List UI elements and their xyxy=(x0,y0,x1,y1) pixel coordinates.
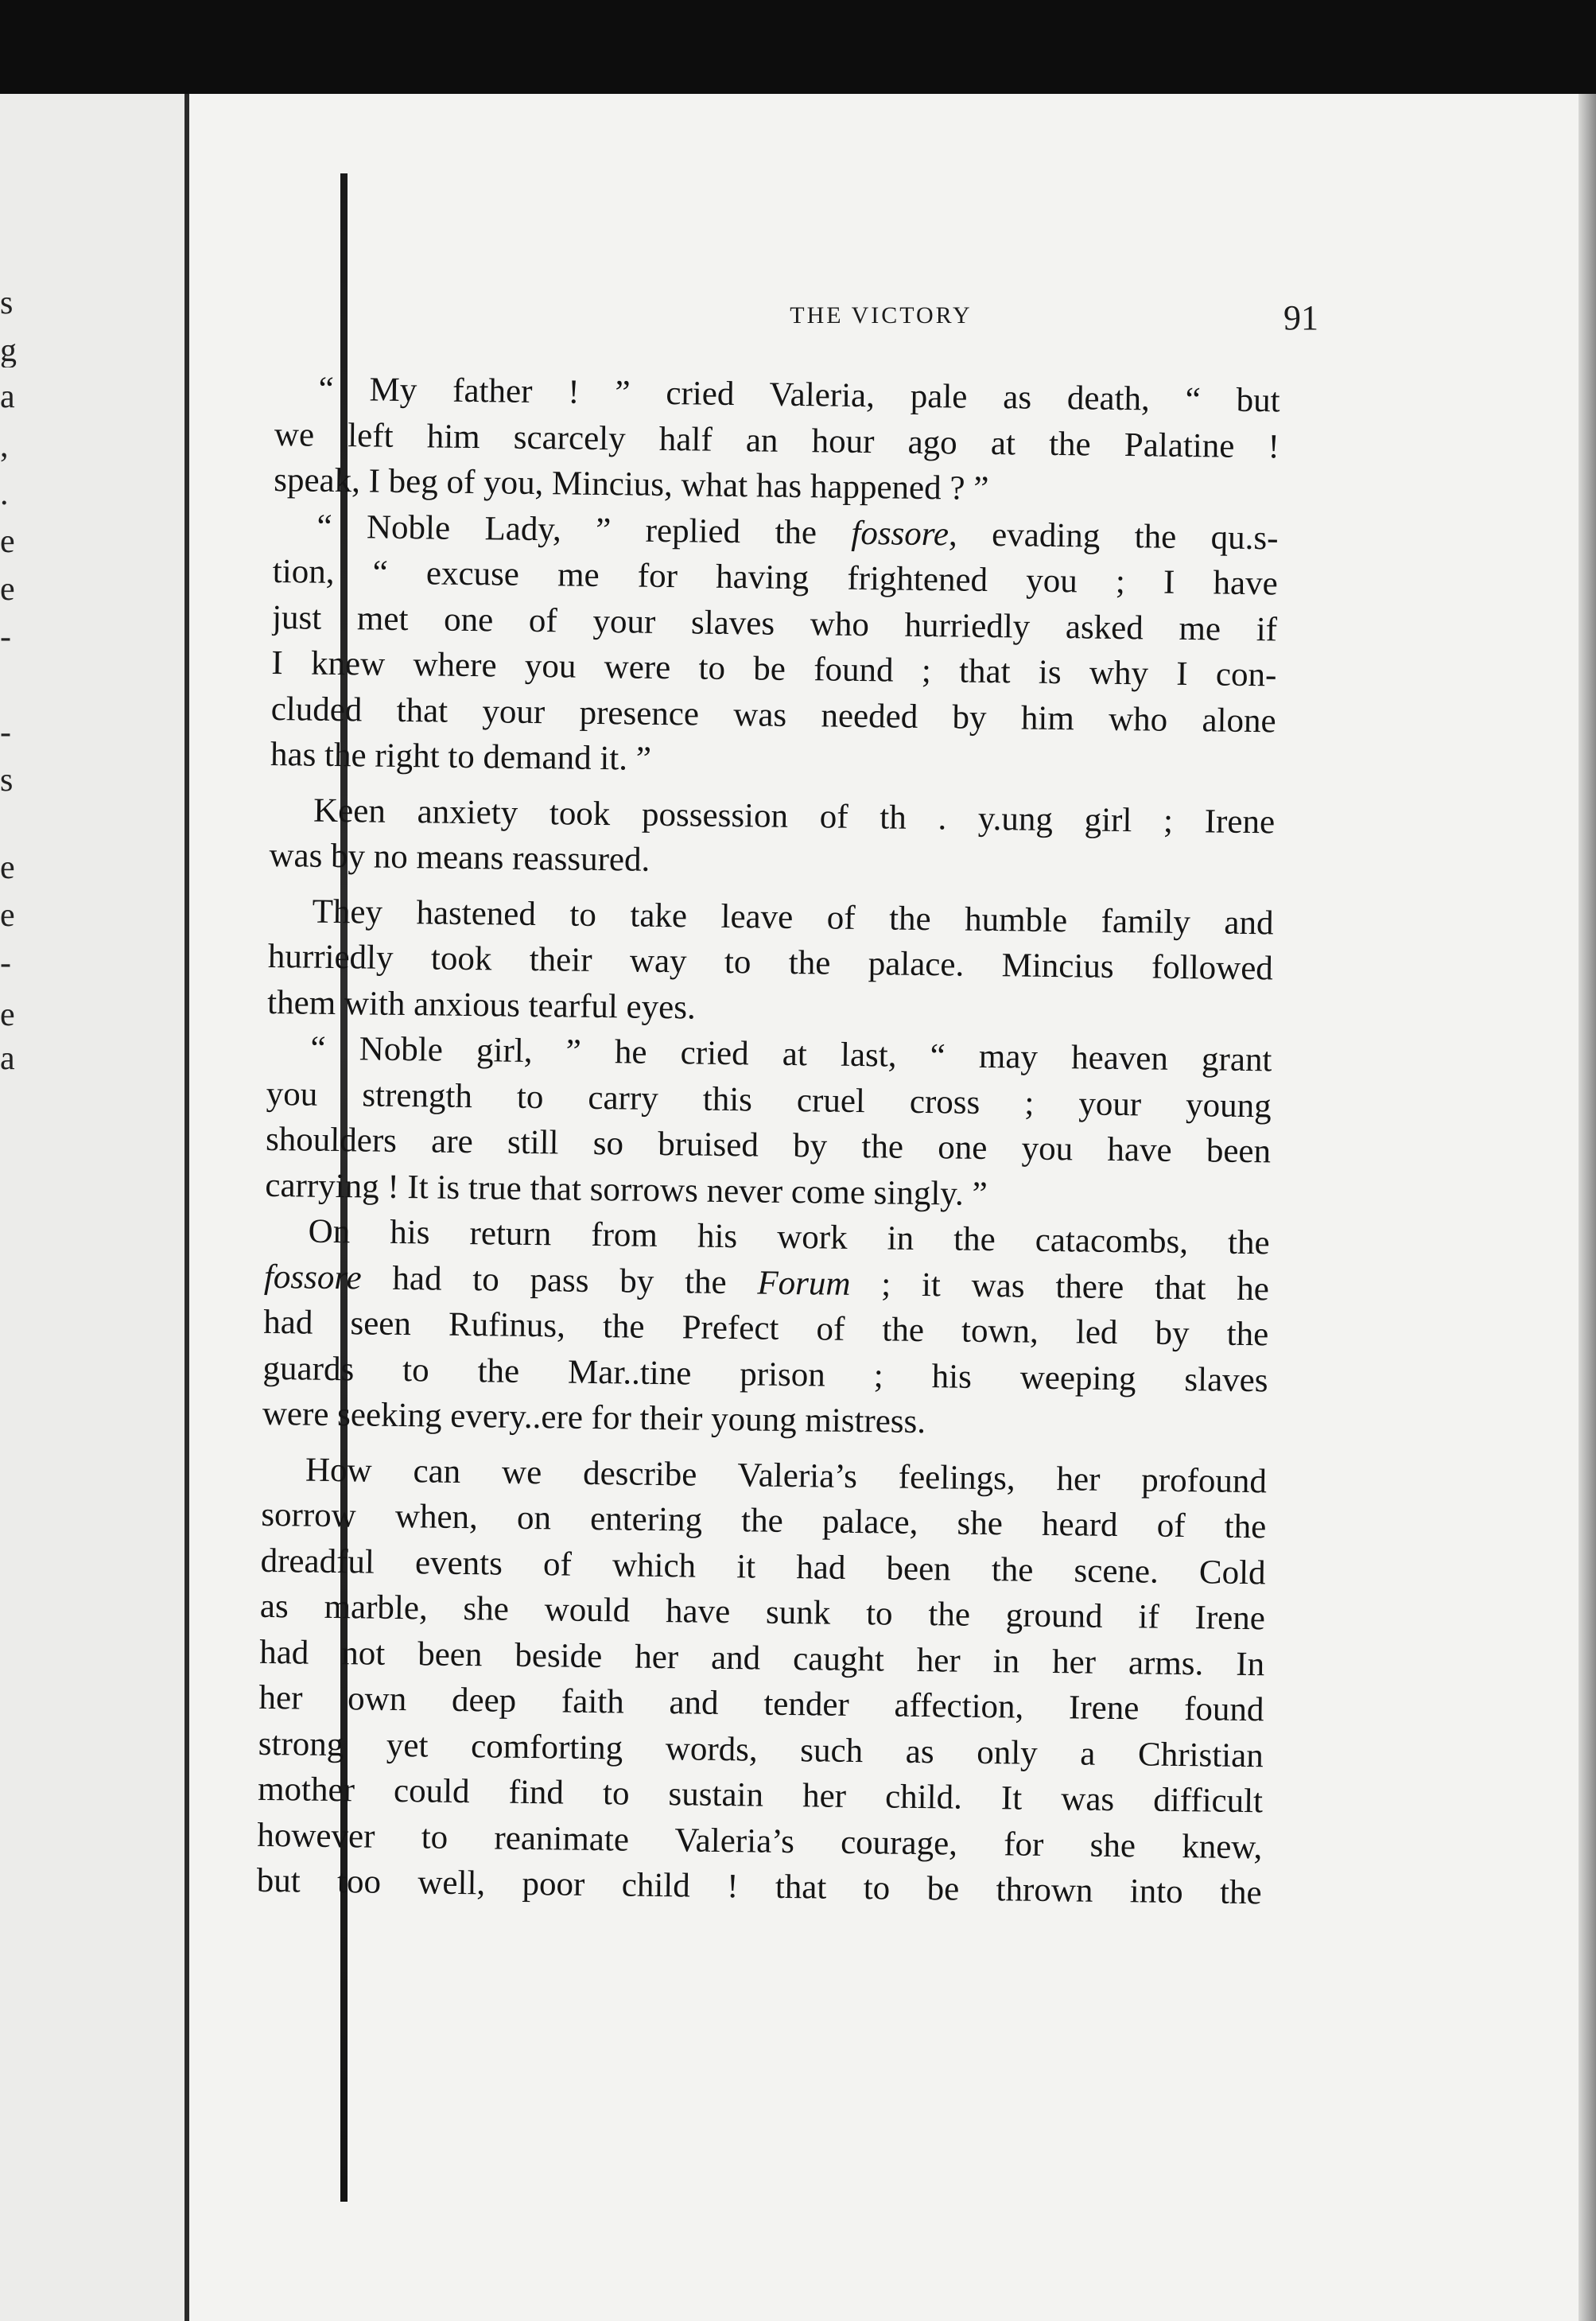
left-page-char: e xyxy=(0,899,15,932)
text-line: shoulders are still so bruised by the one you have been xyxy=(265,1120,1272,1171)
text-line: were seeking every..ere for their young mistress. xyxy=(262,1394,926,1441)
text-line: had seen Rufinus, the Prefect of the town, led by the xyxy=(263,1303,1269,1354)
page-edge-shadow xyxy=(1579,94,1596,2321)
text-line: Keen anxiety took possession of th . y.ung girl ; Irene xyxy=(313,791,1276,841)
text-line: mother could find to sustain her child. It was difficult xyxy=(257,1770,1264,1821)
text-line: cluded that your presence was needed by him who alone xyxy=(270,690,1276,740)
left-page-char: e xyxy=(0,525,15,558)
left-page-char: , xyxy=(0,430,9,463)
previous-page-fragment xyxy=(0,94,189,2321)
left-page-char: a xyxy=(0,1042,15,1075)
text-line: was by no means reassured. xyxy=(269,836,650,879)
text-line: speak, I beg of you, Mincius, what has happened ? ” xyxy=(273,461,989,507)
text-line: How can we describe Valeria’s feelings, her profound xyxy=(305,1451,1268,1500)
text-line: sorrow when, on entering the palace, she heard of the xyxy=(261,1495,1267,1546)
left-page-char: e xyxy=(0,998,15,1032)
text-line: “ Noble girl, ” he cried at last, “ may heaven grant xyxy=(310,1029,1272,1079)
left-page-char: - xyxy=(0,620,11,654)
body-text xyxy=(256,366,1280,1916)
text-line: “ My father ! ” cried Valeria, pale as death, “ but xyxy=(318,370,1280,420)
text-line: them with anxious tearful eyes. xyxy=(266,983,697,1027)
text-line: had not been beside her and caught her in her arms. In xyxy=(258,1633,1265,1683)
text-line: They hastened to take leave of the humble family and xyxy=(312,892,1274,942)
text-line: you strength to carry this cruel cross ; your young xyxy=(266,1075,1272,1125)
text-line: hurriedly took their way to the palace. Mincius followed xyxy=(267,937,1274,988)
text-line: but too well, poor child ! that to be thrown into the xyxy=(256,1861,1262,1912)
text-line: just met one of your slaves who hurriedly asked me if xyxy=(271,598,1278,648)
left-page-char: s xyxy=(0,286,14,320)
left-page-char: e xyxy=(0,851,15,884)
book-page xyxy=(189,94,1596,2321)
left-page-char: s xyxy=(0,764,14,797)
left-page-char: - xyxy=(0,947,11,980)
running-head: THE VICTORY xyxy=(790,302,973,329)
left-page-char: - xyxy=(0,716,11,749)
text-line: dreadful events of which it had been the scene. Cold xyxy=(260,1542,1266,1592)
text-line: however to reanimate Valeria’s courage, for she knew, xyxy=(257,1816,1263,1866)
text-line: strong yet comforting words, such as only a Christian xyxy=(258,1724,1264,1775)
text-line: tion, “ excuse me for having frightened you ; I have xyxy=(272,552,1279,603)
text-line: I knew where you were to be found ; that is why I con- xyxy=(271,643,1277,694)
text-line: carrying ! It is true that sorrows never come singly. ” xyxy=(265,1166,988,1213)
text-line: her own deep faith and tender affection, Irene found xyxy=(258,1678,1264,1729)
text-line: as marble, she would have sunk to the ground if Irene xyxy=(259,1587,1266,1638)
text-line: “ Noble Lady, ” replied the fossore, evading the qu.s- xyxy=(316,507,1279,557)
text-line: guards to the Mar..tine prison ; his weeping slaves xyxy=(262,1349,1268,1399)
text-line: fossore had to pass by the Forum ; it was there that he xyxy=(263,1258,1270,1308)
text-line: On his return from his work in the catacombs, the xyxy=(308,1212,1270,1262)
left-page-char: g xyxy=(0,334,17,367)
text-line: we left him scarcely half an hour ago at the Palatine ! xyxy=(274,415,1280,465)
page-number: 91 xyxy=(1283,298,1318,337)
left-page-char: e xyxy=(0,573,15,606)
left-page-char: a xyxy=(0,380,15,414)
left-page-char: . xyxy=(0,477,9,511)
text-line: has the right to demand it. ” xyxy=(270,735,652,778)
